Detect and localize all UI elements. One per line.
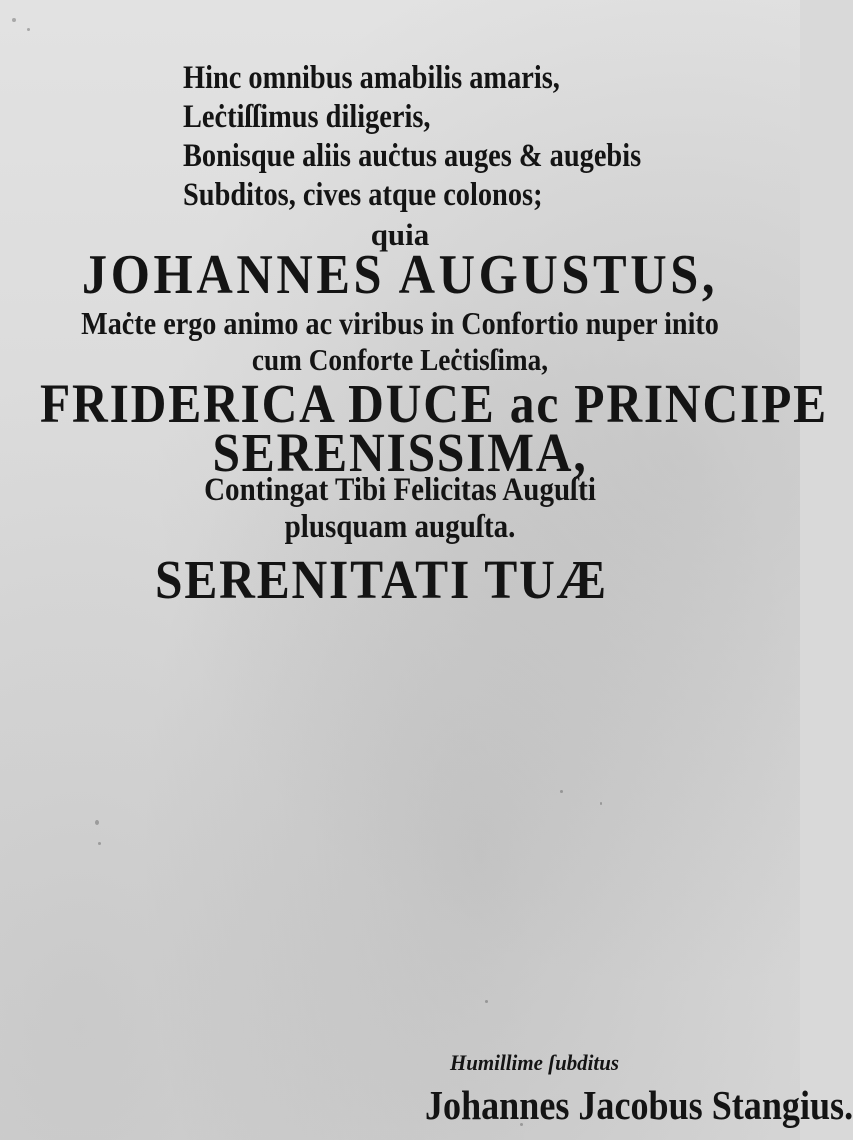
dedication-line: cum Conforte Leċtisſima, (251, 342, 549, 377)
dedication-line: plusquam auguſta. (284, 509, 516, 545)
paper-speck (600, 802, 602, 805)
dedication-line: Bonisque aliis auċtus auges & augebis (183, 138, 642, 174)
paper-speck (560, 790, 563, 793)
signature-name: Johannes Jacobus Stangius. (425, 1082, 853, 1128)
signature-subscription: Humillime ſubditus (450, 1050, 619, 1075)
heading-name: JOHANNES AUGUSTUS, (81, 244, 719, 306)
paper-speck (485, 1000, 488, 1003)
paper-speck (27, 28, 30, 31)
paper-speck (95, 820, 99, 825)
paper-speck (98, 842, 101, 845)
paper-speck (520, 1123, 523, 1126)
address-heading: SERENITATI TUÆ (155, 549, 608, 610)
paper-speck (12, 18, 16, 22)
dedication-line: Subditos, cives atque colonos; (183, 177, 543, 213)
dedication-line: quia (370, 217, 430, 252)
dedication-line: Leċtiſſimus diligeris, (183, 99, 431, 135)
dedication-line: Hinc omnibus amabilis amaris, (183, 60, 560, 96)
heading-name: FRIDERICA DUCE ac PRINCIPE (40, 373, 828, 434)
dedication-line: Contingat Tibi Felicitas Auguſti (204, 472, 596, 508)
dedication-line: Maċte ergo animo ac viribus in Confortio nuper inito (81, 305, 719, 341)
heading-name: SERENISSIMA, (212, 422, 588, 483)
